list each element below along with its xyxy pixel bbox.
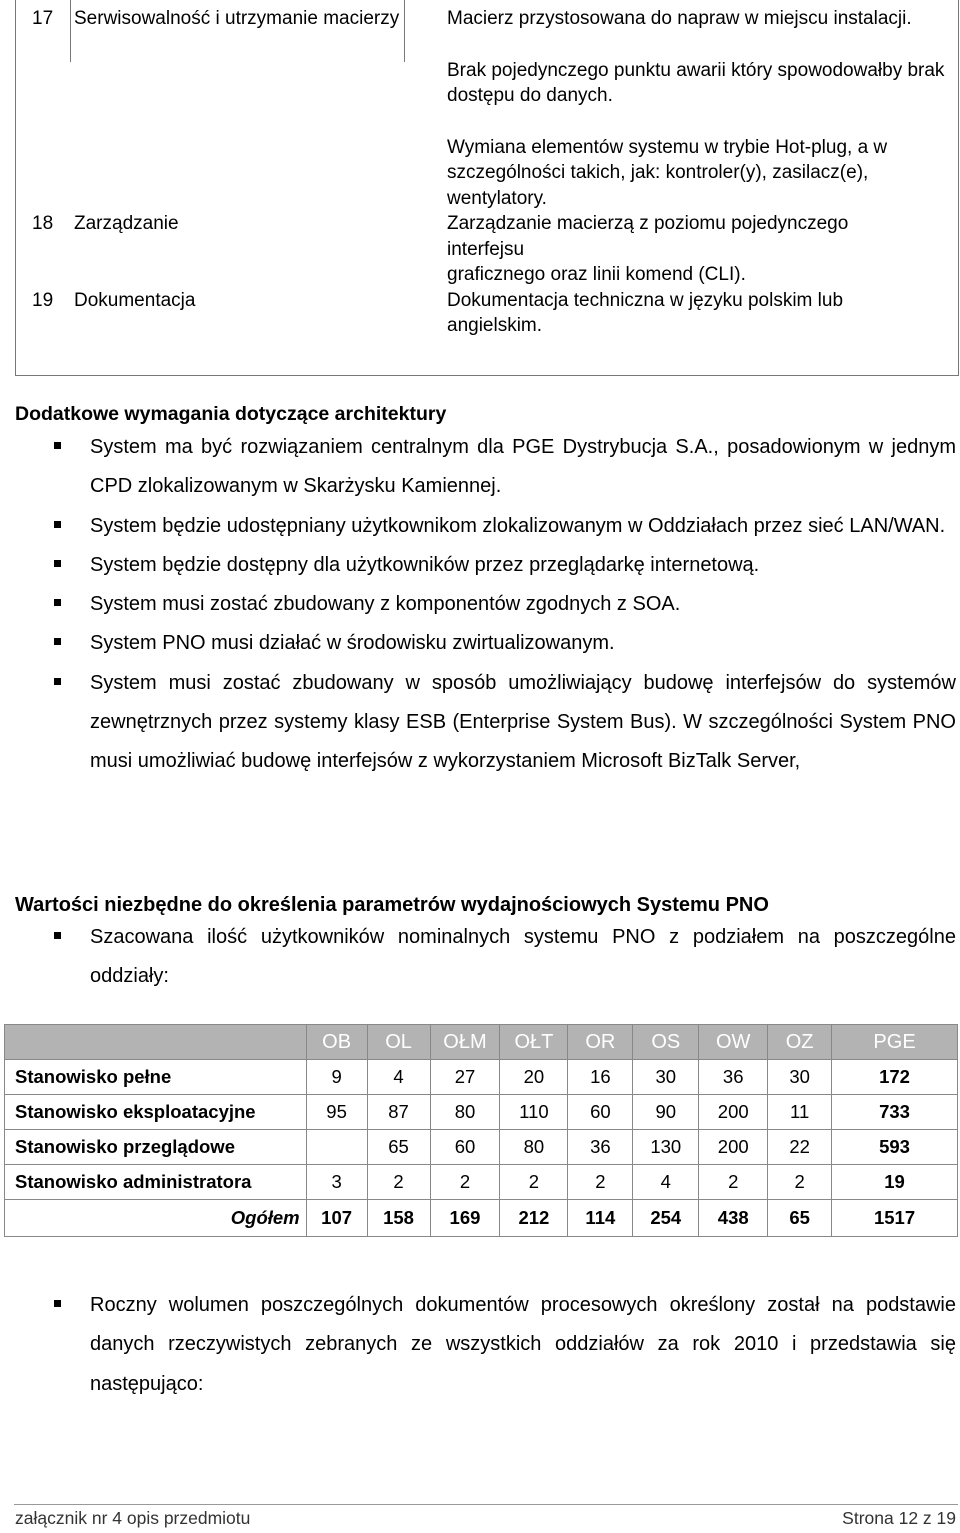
footer-document-name: załącznik nr 4 opis przedmiotu — [15, 1508, 251, 1528]
row-label: Stanowisko pełne — [5, 1060, 307, 1095]
table-cell: 200 — [699, 1130, 768, 1165]
performance-heading: Wartości niezbędne do określenia parametrów wydajnościowych Systemu PNO — [15, 894, 769, 916]
table-cell: 30 — [633, 1060, 699, 1095]
list-item — [50, 664, 956, 782]
table-cell: 2 — [699, 1165, 768, 1200]
table-cell-sum: 19 — [832, 1165, 958, 1200]
header-cell: OW — [699, 1025, 768, 1060]
description-line: Zarządzanie macierzą z poziomu pojedynczego interfejsu — [447, 213, 849, 260]
row-label: Stanowisko administratora — [5, 1165, 307, 1200]
requirement-description — [447, 0, 958, 211]
bullet-icon — [54, 599, 61, 606]
list-item-text: System będzie udostępniany użytkownikom zlokalizowanym w Oddziałach przez sieć LAN/WAN. — [90, 514, 946, 537]
requirement-name: Serwisowalność i utrzymanie macierzy — [74, 8, 400, 29]
table-cell-total: 169 — [430, 1200, 500, 1237]
table-cell: 60 — [430, 1130, 500, 1165]
table-cell-total: 107 — [306, 1200, 367, 1237]
table-cell-sum: 593 — [832, 1130, 958, 1165]
table-cell: 16 — [568, 1060, 633, 1095]
requirement-number: 17 — [32, 8, 54, 29]
table-cell-sum: 733 — [832, 1095, 958, 1130]
table-total-row — [5, 1200, 958, 1237]
list-item-text: System będzie dostępny dla użytkowników przez przeglądarkę internetową. — [90, 553, 760, 576]
table-cell: 90 — [633, 1095, 699, 1130]
table-cell: 11 — [768, 1095, 832, 1130]
requirement-name: Dokumentacja — [74, 289, 196, 311]
table-cell-total: 438 — [699, 1200, 768, 1237]
table-cell-total: 114 — [568, 1200, 633, 1237]
bullet-icon — [54, 521, 61, 528]
table-header-row — [5, 1025, 958, 1060]
table-cell: 20 — [500, 1060, 568, 1095]
table-cell-total: 1517 — [832, 1200, 958, 1237]
list-item — [50, 585, 956, 624]
architecture-list — [50, 428, 956, 782]
performance-list — [50, 918, 956, 997]
list-item-text: Roczny wolumen poszczególnych dokumentów procesowych określony został na podstawie danych rzeczywistych zebranych ze wszystkich oddziałów za rok 2010 i przedstawia się następująco: — [90, 1294, 956, 1395]
bullet-icon — [54, 442, 61, 449]
total-label: Ogółem — [5, 1200, 307, 1237]
bullet-icon — [54, 638, 61, 645]
header-cell-empty — [5, 1025, 307, 1060]
table-cell: 22 — [768, 1130, 832, 1165]
table-cell: 30 — [768, 1060, 832, 1095]
header-cell: OŁM — [430, 1025, 500, 1060]
requirement-name: Zarządzanie — [74, 213, 179, 234]
list-item-text: System musi zostać zbudowany z komponentów zgodnych z SOA. — [90, 593, 681, 616]
table-cell: 9 — [306, 1060, 367, 1095]
list-item-text: System musi zostać zbudowany w sposób umożliwiający budowę interfejsów do systemów zewnętrznych przez systemy klasy ESB (Enterprise System Bus). W szczególności System PNO musi umożliwiać budowę interfejsów z wykorzystaniem Microsoft BizTalk Server, — [90, 671, 956, 773]
table-cell: 36 — [699, 1060, 768, 1095]
table-cell: 95 — [306, 1095, 367, 1130]
table-cell: 87 — [367, 1095, 430, 1130]
table-cell: 2 — [367, 1165, 430, 1200]
table-row — [5, 1165, 958, 1200]
table-cell: 27 — [430, 1060, 500, 1095]
table-cell-total: 65 — [768, 1200, 832, 1237]
header-cell: OL — [367, 1025, 430, 1060]
bullet-icon — [54, 932, 61, 939]
description-line: graficznego oraz linii komend (CLI). — [447, 264, 746, 285]
description-paragraph: Wymiana elementów systemu w trybie Hot-plug, a w szczególności takich, jak: kontroler(y), zasilacz(e), wentylatory. — [447, 136, 888, 209]
requirement-description: Dokumentacja techniczna w języku polskim lub angielskim. — [447, 289, 844, 336]
header-cell: OZ — [768, 1025, 832, 1060]
list-item-text: Szacowana ilość użytkowników nominalnych systemu PNO z podziałem na poszczególne oddziały: — [90, 926, 956, 988]
header-cell: OŁT — [500, 1025, 568, 1060]
row-label: Stanowisko przeglądowe — [5, 1130, 307, 1165]
requirement-row — [15, 288, 958, 339]
table-cell: 130 — [633, 1130, 699, 1165]
header-cell: OR — [568, 1025, 633, 1060]
requirement-number: 18 — [32, 213, 54, 234]
requirements-table — [15, 0, 958, 339]
table-cell: 65 — [367, 1130, 430, 1165]
users-table — [4, 1024, 958, 1237]
requirement-row — [15, 211, 958, 288]
table-cell: 4 — [367, 1060, 430, 1095]
footer-page-number: Strona 12 z 19 — [842, 1508, 956, 1528]
footer-divider — [14, 1504, 958, 1505]
table-cell: 2 — [768, 1165, 832, 1200]
table-cell: 2 — [568, 1165, 633, 1200]
volume-list — [50, 1286, 956, 1404]
table-cell: 80 — [430, 1095, 500, 1130]
list-item — [50, 624, 956, 663]
table-cell: 4 — [633, 1165, 699, 1200]
requirement-description — [447, 211, 958, 288]
table-cell-total: 158 — [367, 1200, 430, 1237]
list-item — [50, 1286, 956, 1404]
architecture-heading: Dodatkowe wymagania dotyczące architektury — [15, 403, 447, 425]
bullet-icon — [54, 678, 61, 685]
bullet-icon — [54, 1300, 61, 1307]
table-row — [5, 1060, 958, 1095]
list-item-text: System ma być rozwiązaniem centralnym dla PGE Dystrybucja S.A., posadowionym w jednym CPD zlokalizowanym w Skarżysku Kamiennej. — [90, 436, 956, 498]
table-cell: 80 — [500, 1130, 568, 1165]
table-cell-sum: 172 — [832, 1060, 958, 1095]
table-cell: 110 — [500, 1095, 568, 1130]
header-cell: PGE — [832, 1025, 958, 1060]
bullet-icon — [54, 560, 61, 567]
list-item — [50, 918, 956, 997]
list-item — [50, 507, 956, 546]
table-cell: 3 — [306, 1165, 367, 1200]
table-cell: 60 — [568, 1095, 633, 1130]
list-item — [50, 428, 956, 507]
requirement-number: 19 — [32, 289, 54, 311]
table-cell-total: 212 — [500, 1200, 568, 1237]
table-cell-total: 254 — [633, 1200, 699, 1237]
row-label: Stanowisko eksploatacyjne — [5, 1095, 307, 1130]
table-row — [5, 1095, 958, 1130]
table-cell: 2 — [430, 1165, 500, 1200]
table-cell: 200 — [699, 1095, 768, 1130]
description-paragraph: Macierz przystosowana do napraw w miejscu instalacji. — [447, 8, 912, 29]
header-cell: OB — [306, 1025, 367, 1060]
table-cell: 2 — [500, 1165, 568, 1200]
description-paragraph: Brak pojedynczego punktu awarii który spowodowałby brak dostępu do danych. — [447, 59, 945, 106]
list-item — [50, 546, 956, 585]
header-cell: OS — [633, 1025, 699, 1060]
table-cell: 36 — [568, 1130, 633, 1165]
requirement-row — [15, 0, 958, 211]
list-item-text: System PNO musi działać w środowisku zwirtualizowanym. — [90, 632, 615, 655]
table-row — [5, 1130, 958, 1165]
table-cell — [306, 1130, 367, 1165]
